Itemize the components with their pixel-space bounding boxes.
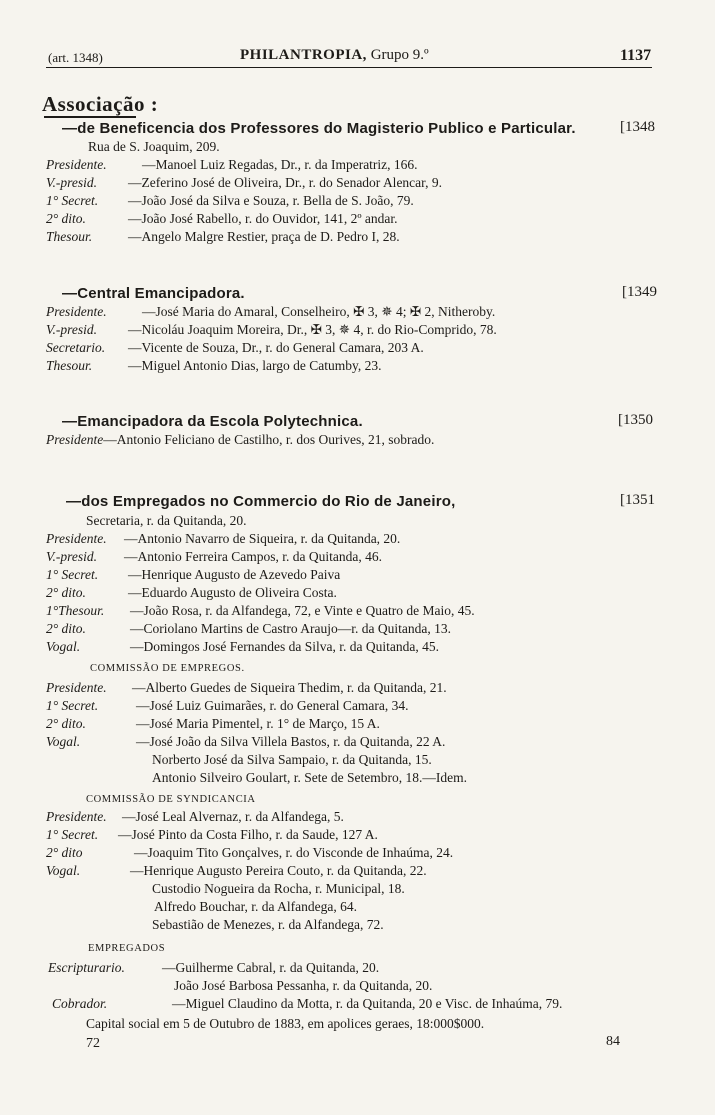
row-text: —João José da Silva e Souza, r. Bella de S. João, 79. [128, 193, 414, 208]
row-role: Cobrador. [52, 996, 108, 1011]
entry-1350-heading: —Emancipadora da Escola Polytechnica. [62, 413, 363, 430]
row-role: Secretario. [46, 340, 106, 355]
row-role: V.-presid. [46, 549, 98, 564]
entry-1348-row [46, 192, 414, 210]
employee-row [52, 995, 562, 1013]
commission-row [46, 679, 447, 697]
commission-row [152, 916, 384, 934]
entry-1351-address: Secretaria, r. da Quitanda, 20. [86, 513, 247, 528]
row-text: Norberto José da Silva Sampaio, r. da Quitanda, 15. [152, 752, 432, 767]
employee-row [48, 959, 379, 977]
row-text: —Antonio Feliciano de Castilho, r. dos Ourives, 21, sobrado. [103, 432, 435, 447]
row-text: Custodio Nogueira da Rocha, r. Municipal, 18. [152, 881, 405, 896]
entry-1351-row [46, 638, 439, 656]
commission-row [152, 880, 405, 898]
row-role: Presidente. [46, 157, 107, 172]
entry-1350-number: [1350 [618, 412, 653, 428]
header-subtitle: Grupo 9.º [366, 47, 429, 63]
row-role: 1° Secret. [46, 567, 99, 582]
row-role: 1° Secret. [46, 827, 99, 842]
row-role: 1°Thesour. [46, 603, 105, 618]
row-text: —Miguel Antonio Dias, largo de Catumby, 23. [128, 358, 382, 373]
entry-1351-row [46, 584, 337, 602]
entry-1351-row [46, 566, 340, 584]
commission-row [152, 769, 467, 787]
row-text: —Joaquim Tito Gonçalves, r. do Visconde de Inhaúma, 24. [134, 845, 454, 860]
row-role: 2° dito. [46, 585, 86, 600]
row-role: 2° dito [46, 845, 83, 860]
entry-1349-number: [1349 [622, 284, 657, 300]
entry-1348-row [46, 156, 418, 174]
row-text: —José Leal Alvernaz, r. da Alfandega, 5. [122, 809, 344, 824]
row-role: Vogal. [46, 639, 81, 654]
employees-title: EMPREGADOS [88, 943, 166, 954]
entry-1350-row [46, 431, 434, 449]
row-text: —Manoel Luiz Regadas, Dr., r. da Imperatriz, 166. [142, 157, 418, 172]
row-text: —Guilherme Cabral, r. da Quitanda, 20. [162, 960, 380, 975]
entry-1351-row [46, 620, 451, 638]
row-role: 2° dito. [46, 716, 86, 731]
section-title-rule [44, 116, 136, 118]
commission-row [154, 898, 357, 916]
row-role: 1° Secret. [46, 698, 99, 713]
entry-1348-number: [1348 [620, 119, 655, 135]
row-text: —Eduardo Augusto de Oliveira Costa. [128, 585, 337, 600]
row-role: 2° dito. [46, 621, 86, 636]
footer-left-number: 72 [86, 1036, 100, 1051]
commission-row [46, 844, 453, 862]
entry-1351-row [46, 548, 382, 566]
commission-syndicancia-title: COMMISSÃO DE SYNDICANCIA [86, 794, 256, 805]
commission-row [152, 751, 432, 769]
header-page-number: 1137 [620, 47, 652, 64]
row-text: Alfredo Bouchar, r. da Alfandega, 64. [154, 899, 358, 914]
row-text: —Angelo Malgre Restier, praça de D. Pedro I, 28. [128, 229, 400, 244]
row-role: V.-presid. [46, 175, 98, 190]
row-text: —José Luiz Guimarães, r. do General Camara, 34. [136, 698, 409, 713]
commission-row [46, 826, 378, 844]
entry-1351-row [46, 602, 475, 620]
row-role: Thesour. [46, 358, 93, 373]
commission-empregos-title: COMMISSÃO DE EMPREGOS. [90, 663, 245, 674]
commission-row [46, 862, 427, 880]
entry-1348-address: Rua de S. Joaquim, 209. [88, 139, 220, 154]
section-title: Associação : [42, 92, 159, 116]
row-role: Vogal. [46, 734, 81, 749]
commission-row [46, 697, 409, 715]
row-text: —Coriolano Martins de Castro Araujo—r. da Quitanda, 13. [130, 621, 451, 636]
entry-1348-row [46, 174, 442, 192]
row-role: Presidente. [46, 304, 107, 319]
row-role: Presidente. [46, 809, 107, 824]
entry-1349-row [46, 321, 497, 339]
row-text: —João Rosa, r. da Alfandega, 72, e Vinte e Quatro de Maio, 45. [130, 603, 475, 618]
entry-1349-heading: —Central Emancipadora. [62, 285, 245, 302]
row-role: Thesour. [46, 229, 93, 244]
row-text: —Vicente de Souza, Dr., r. do General Camara, 203 A. [128, 340, 424, 355]
entry-1349-row [46, 303, 495, 321]
row-role: Presidente. [46, 680, 107, 695]
row-text: Sebastião de Menezes, r. da Alfandega, 72. [152, 917, 384, 932]
row-text: —Nicoláu Joaquim Moreira, Dr., ✠ 3, ✵ 4, r. do Rio-Comprido, 78. [128, 322, 497, 337]
entry-1348-row [46, 228, 400, 246]
row-text: —Alberto Guedes de Siqueira Thedim, r. da Quitanda, 21. [132, 680, 447, 695]
row-role: Presidente [46, 432, 104, 447]
row-text: Antonio Silveiro Goulart, r. Sete de Setembro, 18.—Idem. [152, 770, 467, 785]
footer-right-number: 84 [606, 1034, 620, 1049]
row-text: —Henrique Augusto Pereira Couto, r. da Quitanda, 22. [130, 863, 427, 878]
header-title-main: PHILANTROPIA, [240, 47, 367, 63]
row-text: —Miguel Claudino da Motta, r. da Quitanda, 20 e Visc. de Inhaúma, 79. [172, 996, 563, 1011]
header-article-ref: (art. 1348) [48, 50, 103, 65]
commission-row [46, 715, 380, 733]
employee-row [174, 977, 432, 995]
row-text: —Domingos José Fernandes da Silva, r. da Quitanda, 45. [130, 639, 439, 654]
commission-row [46, 733, 445, 751]
row-text: —Antonio Ferreira Campos, r. da Quitanda, 46. [124, 549, 382, 564]
entry-1349-row [46, 339, 424, 357]
entry-1348-heading: —de Beneficencia dos Professores do Magisterio Publico e Particular. [62, 120, 576, 137]
capital-note: Capital social em 5 de Outubro de 1883, em apolices geraes, 18:000$000. [86, 1016, 485, 1031]
header-title [240, 47, 429, 64]
commission-row [46, 808, 344, 826]
row-text: —Henrique Augusto de Azevedo Paiva [128, 567, 341, 582]
row-role: Presidente. [46, 531, 107, 546]
row-text: —José Pinto da Costa Filho, r. da Saude, 127 A. [118, 827, 378, 842]
entry-1351-row [46, 530, 400, 548]
entry-1348-row [46, 210, 398, 228]
row-text: —João José Rabello, r. do Ouvidor, 141, 2º andar. [128, 211, 398, 226]
row-text: —Antonio Navarro de Siqueira, r. da Quitanda, 20. [124, 531, 401, 546]
row-role: 2° dito. [46, 211, 86, 226]
entry-1351-heading: —dos Empregados no Commercio do Rio de Janeiro, [66, 493, 456, 510]
entry-1349-row [46, 357, 381, 375]
row-text: —José João da Silva Villela Bastos, r. da Quitanda, 22 A. [136, 734, 446, 749]
row-role: 1° Secret. [46, 193, 99, 208]
row-text: —Zeferino José de Oliveira, Dr., r. do Senador Alencar, 9. [128, 175, 442, 190]
entry-1351-number: [1351 [620, 492, 655, 508]
row-role: V.-presid. [46, 322, 98, 337]
header-rule [46, 67, 652, 68]
row-text: —José Maria do Amaral, Conselheiro, ✠ 3, ✵ 4; ✠ 2, Nitheroby. [142, 304, 496, 319]
row-role: Vogal. [46, 863, 81, 878]
row-text: —José Maria Pimentel, r. 1° de Março, 15 A. [136, 716, 380, 731]
row-text: João José Barbosa Pessanha, r. da Quitanda, 20. [174, 978, 433, 993]
row-role: Escripturario. [48, 960, 125, 975]
